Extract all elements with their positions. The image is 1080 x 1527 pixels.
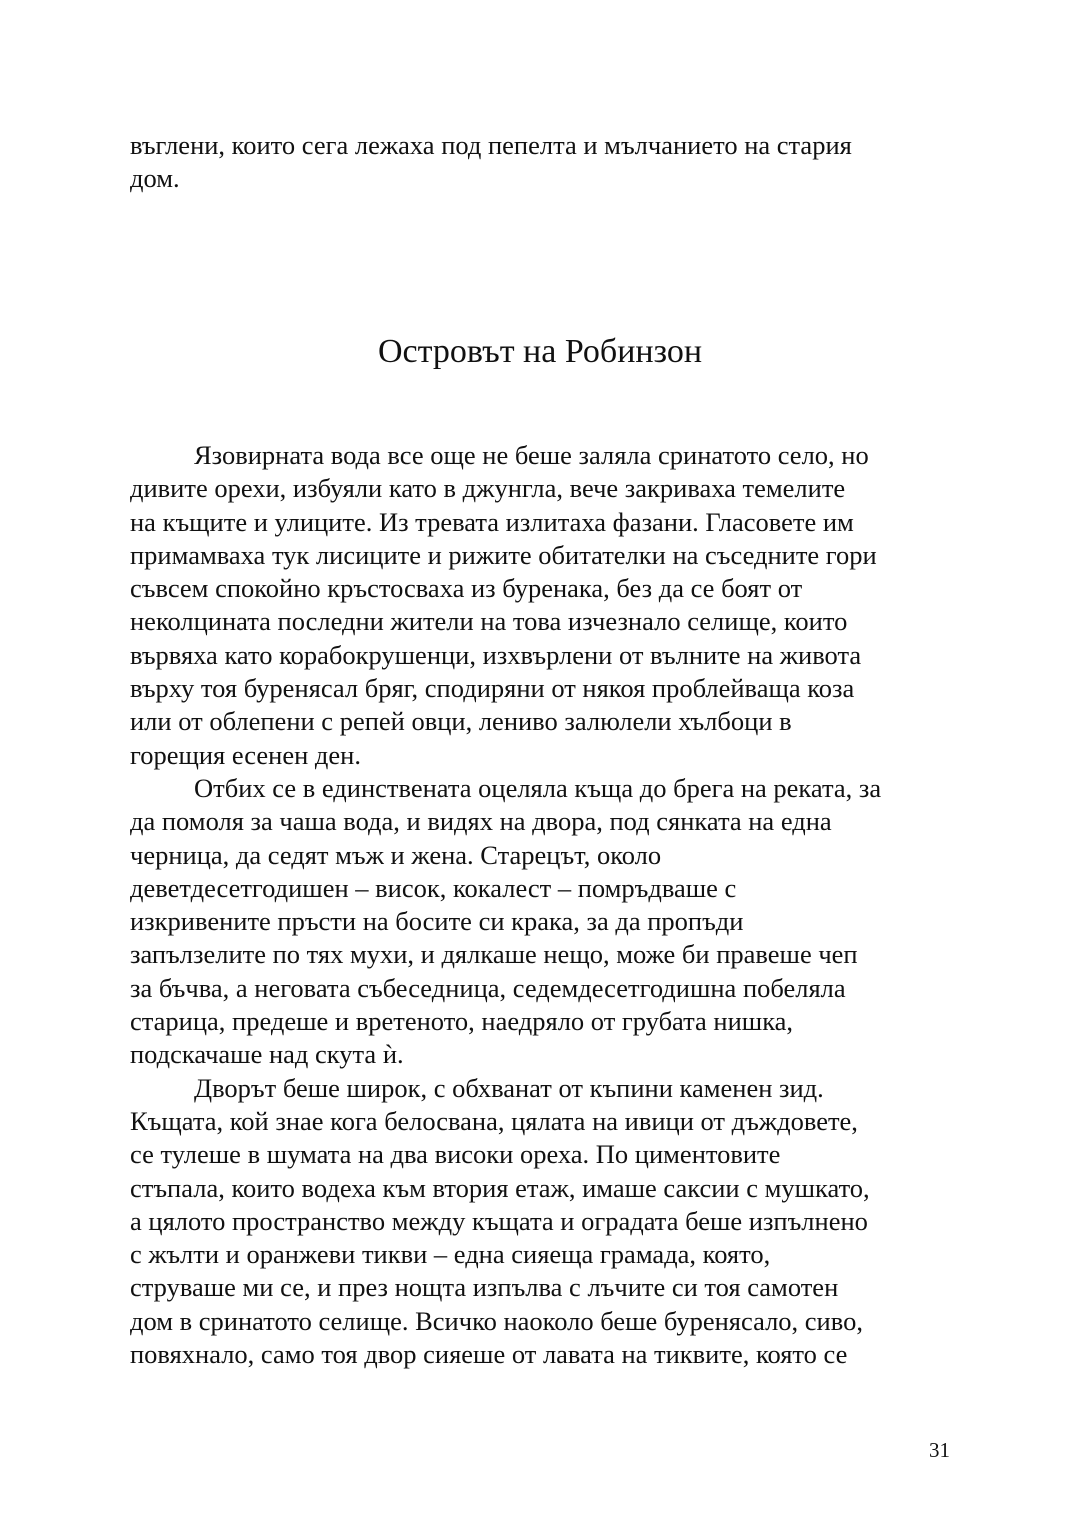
text-line: съвсем спокойно кръстосваха из буренака, без да се боят от — [130, 573, 803, 604]
text-line: се тулеше в шумата на два високи ореха. По циментовите — [130, 1139, 781, 1170]
text-line: или от облепени с репей овци, лениво залюлели хълбоци в — [130, 706, 792, 737]
text-line: подскачаше над скута ѝ. — [130, 1039, 404, 1070]
paragraph-first-line: Язовирната вода все още не беше заляла сринатото село, но — [194, 440, 869, 470]
text-line: да помоля за чаша вода, и видях на двора, под сянката на една — [130, 806, 832, 837]
text-line: а цялото пространство между къщата и оградата беше изпълнено — [130, 1205, 868, 1236]
paragraph-first-line: Отбих се в единствената оцеляла къща до брега на реката, за — [194, 772, 882, 803]
paragraph-first-line: Дворът беше широк, с обхванат от къпини каменен зид. — [194, 1072, 824, 1103]
text-line: изкривените пръсти на босите си крака, за да пропъди — [130, 906, 744, 937]
text-line: запълзелите по тях мухи, и дялкаше нещо, може би правеше чеп — [130, 939, 858, 970]
text-line: Къщата, кой знае кога белосвана, цялата на ивици от дъждовете, — [130, 1105, 858, 1136]
page-number: 31 — [929, 1438, 950, 1462]
text-line: горещия есенен ден. — [130, 739, 361, 770]
text-line: дивите орехи, избуяли като в джунгла, вече закриваха темелите — [130, 473, 846, 504]
text-line: стъпала, които водеха към втория етаж, имаше саксии с мушкато, — [130, 1172, 870, 1203]
text-line: дом в сринатото селище. Всичко наоколо беше буренясало, сиво, — [130, 1305, 863, 1336]
text-line: струваше ми се, и през нощта изпълва с лъчите си тоя самотен — [130, 1272, 839, 1303]
text-line: въглени, които сега лежаха под пепелта и мълчанието на стария — [130, 130, 852, 160]
text-line: върху тоя буренясал бряг, сподиряни от някоя проблейваща коза — [130, 673, 855, 704]
text-line: на къщите и улиците. Из тревата излитаха фазани. Гласовете им — [130, 506, 854, 537]
text-line: черница, да седят мъж и жена. Старецът, около — [130, 839, 662, 870]
text-line: неколцината последни жители на това изчезнало селище, които — [130, 606, 848, 637]
text-line: дом. — [130, 163, 180, 194]
text-line: деветдесетгодишен – висок, кокалест – помръдваше с — [130, 872, 737, 903]
text-line: примамваха тук лисиците и рижите обитателки на съседните гори — [130, 539, 877, 570]
text-line: старица, предеше и вретеното, наедряло от грубата нишка, — [130, 1006, 794, 1037]
text-line: повяхнало, само тоя двор сияеше от лавата на тиквите, която се — [130, 1339, 848, 1370]
text-line: за бъчва, а неговата събеседница, седемдесетгодишна побеляла — [130, 972, 846, 1003]
text-line: с жълти и оранжеви тикви – една сияеща грамада, която, — [130, 1239, 771, 1270]
chapter-body — [130, 439, 950, 1371]
chapter-title: Островът на Робинзон — [377, 333, 703, 370]
previous-chapter-ending — [130, 129, 950, 196]
text-line: вървяха като корабокрушенци, изхвърлени от вълните на живота — [130, 639, 862, 670]
